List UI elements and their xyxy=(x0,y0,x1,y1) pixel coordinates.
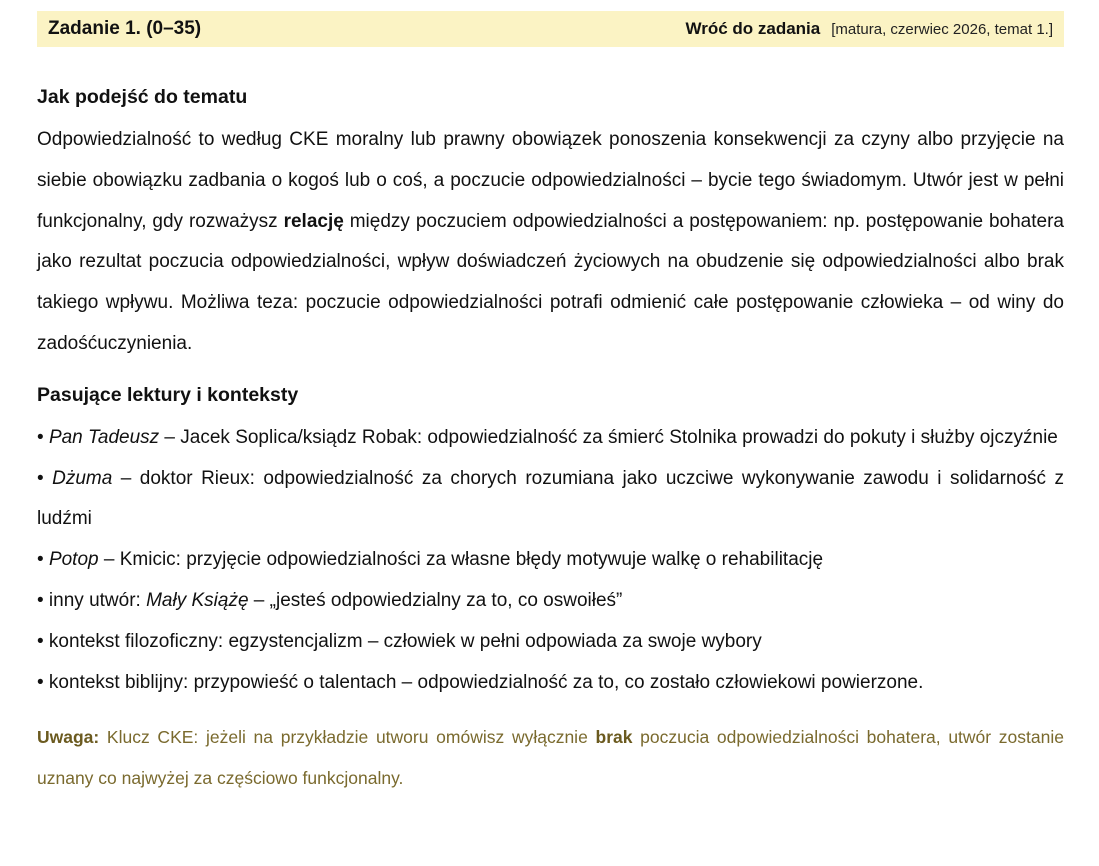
readings-list xyxy=(37,418,1064,704)
item-prefix: • inny utwór: xyxy=(37,589,147,611)
list-item xyxy=(37,663,1064,704)
list-item xyxy=(37,581,1064,622)
approach-text-1: Odpowiedzialność to według CKE moralny lub prawny obowiązek ponoszenia konsekwencji za czyny albo przyjęcie na siebie obowiązku zadbania o kogoś lub o coś, a poczucie odpowiedzialności – bycie tego świadomym. Utwór jest w pełni funkcjonalny, gdy rozważysz xyxy=(37,129,1064,232)
item-title: Mały Książę xyxy=(146,589,249,611)
approach-paragraph xyxy=(37,120,1064,365)
list-item xyxy=(37,418,1064,459)
back-to-task-link[interactable]: Wróć do zadania xyxy=(685,19,821,38)
item-text: – doktor Rieux: odpowiedzialność za chorych rozumiana jako uczciwe wykonywanie zawodu i solidarność z ludźmi xyxy=(37,467,1065,530)
item-text: – Kmicic: przyjęcie odpowiedzialności za własne błędy motywuje walkę o rehabilitację xyxy=(98,549,824,571)
task-source: [matura, czerwiec 2026, temat 1.] xyxy=(831,21,1053,38)
list-item xyxy=(37,622,1064,663)
list-item xyxy=(37,459,1064,541)
note-label: Uwaga: xyxy=(37,727,100,748)
item-prefix: • kontekst biblijny: przypowieść o talentach – odpowiedzialność za to, co zostało człowiekowi powierzone. xyxy=(37,671,924,693)
task-title: Zadanie 1. (0–35) xyxy=(48,18,202,39)
item-text: – „jesteś odpowiedzialny za to, co oswoiłeś” xyxy=(248,589,623,611)
task-header xyxy=(37,11,1064,47)
note-paragraph xyxy=(37,717,1064,799)
approach-heading: Jak podejść do tematu xyxy=(37,86,248,108)
note-text-1: Klucz CKE: jeżeli na przykładzie utworu omówisz wyłącznie xyxy=(99,727,596,748)
item-prefix: • xyxy=(37,467,53,489)
item-title: Pan Tadeusz xyxy=(48,426,160,448)
readings-heading: Pasujące lektury i konteksty xyxy=(37,383,299,406)
note-bold: brak xyxy=(595,727,633,748)
item-prefix: • kontekst filozoficzny: egzystencjalizm – człowiek w pełni odpowiada za swoje wybory xyxy=(37,630,762,652)
header-right xyxy=(685,19,1053,39)
item-title: Potop xyxy=(48,549,99,571)
item-prefix: • xyxy=(37,549,49,571)
list-item xyxy=(37,540,1064,581)
approach-bold: relację xyxy=(283,210,344,232)
item-prefix: • xyxy=(37,426,49,448)
main-content xyxy=(37,80,1064,816)
note-text-2: poczucia odpowiedzialności bohatera, utwór zostanie uznany co najwyżej za częściowo funkcjonalny. xyxy=(37,727,1064,789)
item-text: – Jacek Soplica/ksiądz Robak: odpowiedzialność za śmierć Stolnika prowadzi do pokuty i służby ojczyźnie xyxy=(159,426,1058,448)
item-title: Dżuma xyxy=(52,467,113,489)
approach-text-2: między poczuciem odpowiedzialności a postępowaniem: np. postępowanie bohatera jako rezultat poczucia odpowiedzialności, wpływ doświadczeń życiowych na obudzenie się odpowiedzialności albo brak takiego wpływu. Możliwa teza: poczucie odpowiedzialności potrafi odmienić całe postępowanie człowieka – od winy do zadośćuczynienia. xyxy=(37,210,1064,354)
